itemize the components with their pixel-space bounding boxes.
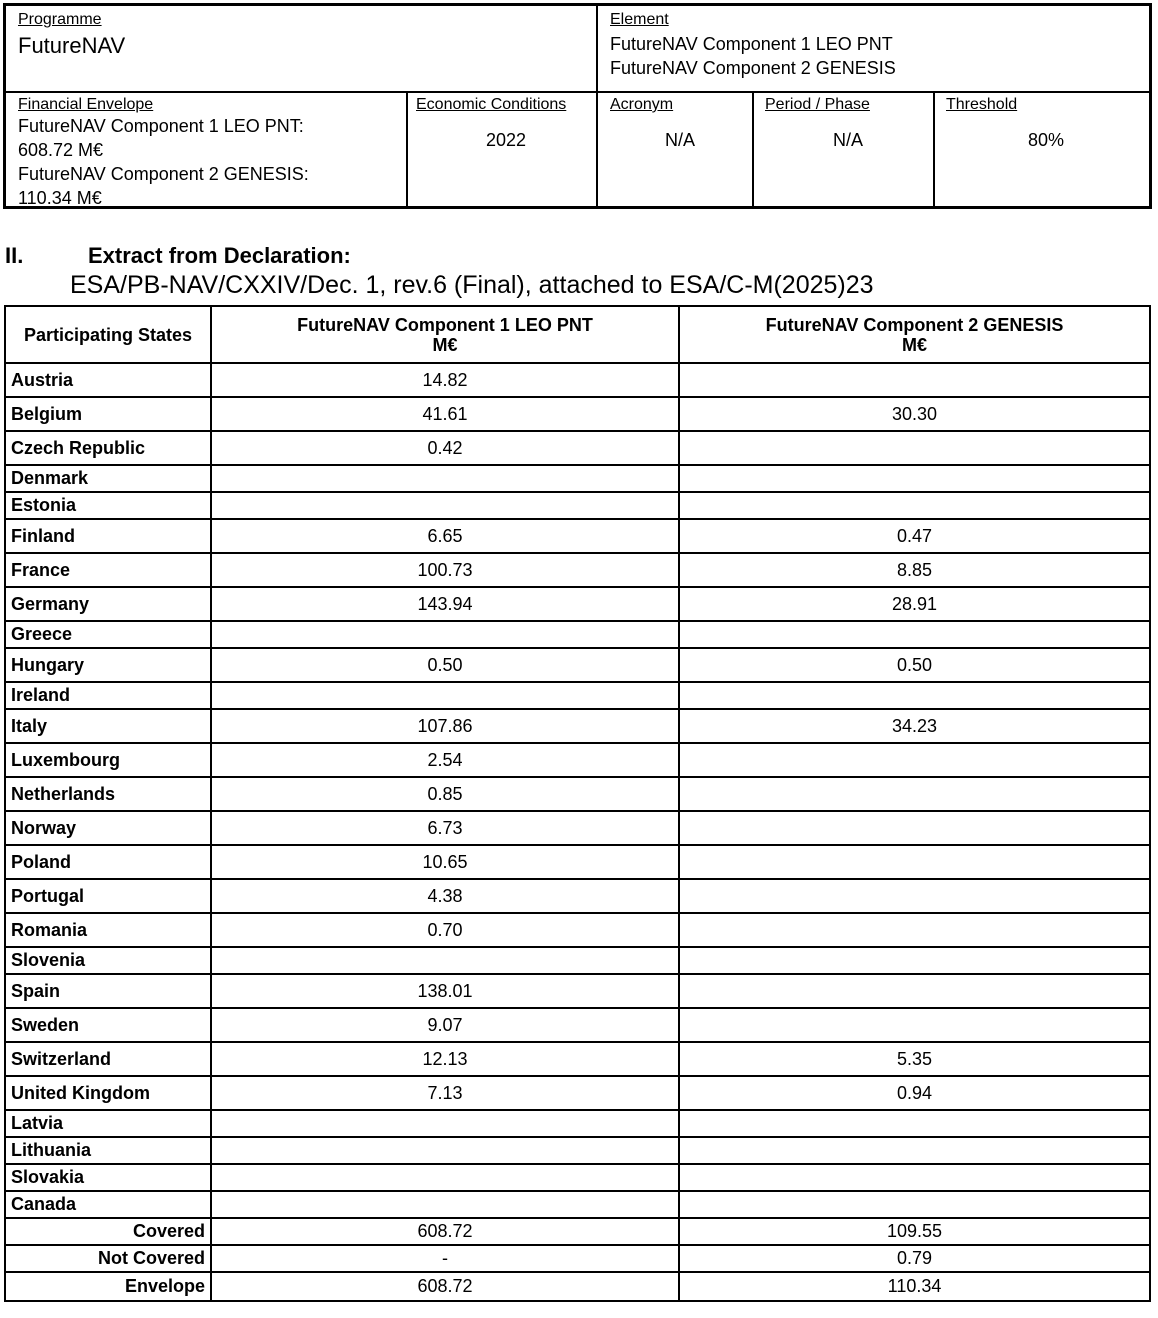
component-1-value: 107.86 [211, 709, 679, 743]
table-row [5, 879, 1150, 913]
programme-value: FutureNAV [18, 33, 126, 58]
component-2-value [679, 743, 1150, 777]
state-cell: Lithuania [5, 1137, 211, 1164]
totals-row [5, 1272, 1150, 1301]
state-cell: Belgium [5, 397, 211, 431]
table-row [5, 682, 1150, 709]
period-phase-label: Period / Phase [765, 96, 870, 113]
component-1-value: 10.65 [211, 845, 679, 879]
component-2-value [679, 1164, 1150, 1191]
component-2-value [679, 974, 1150, 1008]
contributions-table [4, 305, 1151, 1302]
table-row [5, 431, 1150, 465]
component-2-value: 0.94 [679, 1076, 1150, 1110]
component-1-value: 6.73 [211, 811, 679, 845]
component-1-value: 14.82 [211, 363, 679, 397]
financial-envelope-label: Financial Envelope [18, 96, 154, 113]
component-1-value: 41.61 [211, 397, 679, 431]
table-row [5, 1042, 1150, 1076]
component-2-value [679, 363, 1150, 397]
component-1-value [211, 1164, 679, 1191]
state-cell: Slovakia [5, 1164, 211, 1191]
section-number: II. [5, 243, 24, 268]
component-1-value: 2.54 [211, 743, 679, 777]
table-row [5, 519, 1150, 553]
element-label: Element [610, 11, 669, 28]
element-line: FutureNAV Component 2 GENESIS [610, 58, 896, 78]
component-2-value [679, 777, 1150, 811]
component-1-value: 0.50 [211, 648, 679, 682]
totals-component-2-value: 110.34 [679, 1272, 1150, 1301]
component-2-value [679, 811, 1150, 845]
period-phase-cell [765, 96, 931, 152]
state-cell: United Kingdom [5, 1076, 211, 1110]
state-cell: Greece [5, 621, 211, 648]
component-1-value [211, 947, 679, 974]
component-2-value [679, 682, 1150, 709]
financial-envelope-line: 608.72 M€ [18, 140, 104, 160]
table-row [5, 709, 1150, 743]
component-1-value [211, 1110, 679, 1137]
totals-component-1-value: 608.72 [211, 1218, 679, 1245]
period-phase-value: N/A [832, 130, 863, 150]
header-divider-vertical [596, 6, 598, 206]
table-row [5, 947, 1150, 974]
component-1-value: 0.42 [211, 431, 679, 465]
state-cell: Canada [5, 1191, 211, 1218]
component-1-value: 138.01 [211, 974, 679, 1008]
column-header-states [5, 306, 211, 363]
column-header-unit: M€ [901, 334, 927, 355]
financial-envelope-cell [18, 96, 403, 210]
totals-row [5, 1218, 1150, 1245]
table-header-row [5, 306, 1150, 363]
component-1-value [211, 682, 679, 709]
component-2-value [679, 1191, 1150, 1218]
header-divider-horizontal [6, 91, 1149, 93]
table-row [5, 811, 1150, 845]
component-1-value: 12.13 [211, 1042, 679, 1076]
component-2-value: 34.23 [679, 709, 1150, 743]
element-line: FutureNAV Component 1 LEO PNT [610, 34, 893, 54]
component-1-value: 143.94 [211, 587, 679, 621]
component-1-value: 0.85 [211, 777, 679, 811]
threshold-label: Threshold [946, 96, 1018, 113]
section-reference: ESA/PB-NAV/CXXIV/Dec. 1, rev.6 (Final), attached to ESA/C-M(2025)23 [70, 271, 874, 299]
section-title: Extract from Declaration: [88, 243, 351, 268]
table-row [5, 397, 1150, 431]
table-row [5, 777, 1150, 811]
component-2-value [679, 913, 1150, 947]
component-2-value: 8.85 [679, 553, 1150, 587]
financial-envelope-line: FutureNAV Component 1 LEO PNT: [18, 116, 304, 136]
state-cell: Slovenia [5, 947, 211, 974]
table-row [5, 1137, 1150, 1164]
state-cell: Netherlands [5, 777, 211, 811]
totals-component-1-value: - [211, 1245, 679, 1272]
totals-label: Envelope [5, 1272, 211, 1301]
component-1-value: 9.07 [211, 1008, 679, 1042]
component-2-value [679, 845, 1150, 879]
component-2-value: 0.50 [679, 648, 1150, 682]
programme-cell [18, 11, 588, 59]
state-cell: Ireland [5, 682, 211, 709]
component-2-value [679, 492, 1150, 519]
column-header-title: FutureNAV Component 1 LEO PNT [297, 314, 593, 335]
totals-component-2-value: 109.55 [679, 1218, 1150, 1245]
state-cell: Austria [5, 363, 211, 397]
component-2-value: 0.47 [679, 519, 1150, 553]
table-row [5, 1110, 1150, 1137]
table-row [5, 913, 1150, 947]
table-row [5, 363, 1150, 397]
table-row [5, 1008, 1150, 1042]
table-row [5, 845, 1150, 879]
state-cell: Finland [5, 519, 211, 553]
state-cell: Sweden [5, 1008, 211, 1042]
component-2-value [679, 1110, 1150, 1137]
totals-component-1-value: 608.72 [211, 1272, 679, 1301]
column-header-component-1 [211, 306, 679, 363]
state-cell: Latvia [5, 1110, 211, 1137]
component-1-value: 100.73 [211, 553, 679, 587]
component-2-value: 5.35 [679, 1042, 1150, 1076]
table-row [5, 1164, 1150, 1191]
totals-label: Covered [5, 1218, 211, 1245]
state-cell: Germany [5, 587, 211, 621]
component-1-value [211, 492, 679, 519]
state-cell: Norway [5, 811, 211, 845]
component-2-value [679, 1008, 1150, 1042]
table-row [5, 1191, 1150, 1218]
economic-conditions-value: 2022 [485, 130, 527, 150]
totals-label: Not Covered [5, 1245, 211, 1272]
table-row [5, 621, 1150, 648]
component-2-value: 28.91 [679, 587, 1150, 621]
column-header-states-label: Participating States [23, 324, 193, 345]
totals-component-2-value: 0.79 [679, 1245, 1150, 1272]
header-box [3, 3, 1152, 209]
acronym-value: N/A [664, 130, 695, 150]
table-body [5, 363, 1150, 1301]
state-cell: Italy [5, 709, 211, 743]
column-header-component-2 [679, 306, 1150, 363]
component-1-value [211, 621, 679, 648]
header-divider-vertical [406, 91, 408, 206]
component-1-value [211, 465, 679, 492]
threshold-value: 80% [1027, 130, 1065, 150]
acronym-label: Acronym [610, 96, 674, 113]
table-row [5, 1076, 1150, 1110]
state-cell: Portugal [5, 879, 211, 913]
component-1-value: 6.65 [211, 519, 679, 553]
component-2-value [679, 465, 1150, 492]
component-1-value [211, 1137, 679, 1164]
economic-conditions-label: Economic Conditions [416, 96, 567, 113]
table-row [5, 492, 1150, 519]
financial-envelope-line: FutureNAV Component 2 GENESIS: [18, 164, 309, 184]
table-row [5, 553, 1150, 587]
component-2-value: 30.30 [679, 397, 1150, 431]
financial-envelope-line: 110.34 M€ [18, 188, 102, 208]
component-2-value [679, 879, 1150, 913]
column-header-unit: M€ [432, 334, 458, 355]
component-2-value [679, 621, 1150, 648]
component-2-value [679, 431, 1150, 465]
component-1-value: 0.70 [211, 913, 679, 947]
state-cell: Romania [5, 913, 211, 947]
table-row [5, 743, 1150, 777]
programme-label: Programme [18, 11, 102, 28]
state-cell: Czech Republic [5, 431, 211, 465]
component-1-value: 4.38 [211, 879, 679, 913]
component-1-value: 7.13 [211, 1076, 679, 1110]
table-row [5, 974, 1150, 1008]
state-cell: Switzerland [5, 1042, 211, 1076]
state-cell: France [5, 553, 211, 587]
element-cell [610, 11, 1140, 80]
state-cell: Luxembourg [5, 743, 211, 777]
state-cell: Spain [5, 974, 211, 1008]
table-row [5, 648, 1150, 682]
component-2-value [679, 947, 1150, 974]
header-divider-vertical [752, 91, 754, 206]
state-cell: Poland [5, 845, 211, 879]
table-row [5, 587, 1150, 621]
header-divider-vertical [933, 91, 935, 206]
state-cell: Hungary [5, 648, 211, 682]
component-2-value [679, 1137, 1150, 1164]
threshold-cell [946, 96, 1146, 152]
table-row [5, 465, 1150, 492]
column-header-title: FutureNAV Component 2 GENESIS [765, 314, 1064, 335]
acronym-cell [610, 96, 750, 152]
state-cell: Estonia [5, 492, 211, 519]
state-cell: Denmark [5, 465, 211, 492]
totals-row [5, 1245, 1150, 1272]
economic-conditions-cell [416, 96, 596, 152]
component-1-value [211, 1191, 679, 1218]
